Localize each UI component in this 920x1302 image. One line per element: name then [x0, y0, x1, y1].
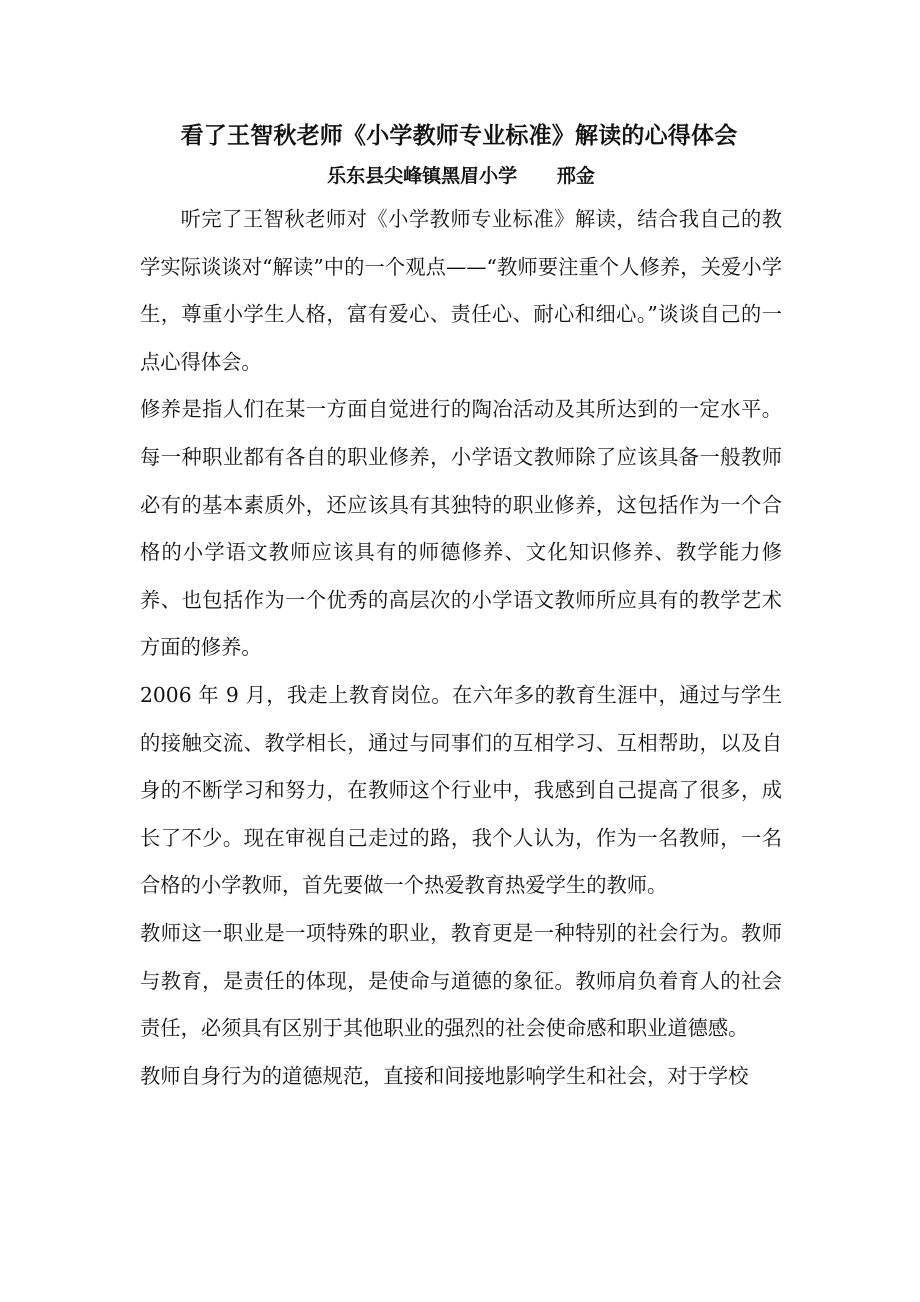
paragraph-cultivation: 修养是指人们在某一方面自觉进行的陶冶活动及其所达到的一定水平。每一种职业都有各自的职业修养，小学语文教师除了应该具备一般教师必有的基本素质外，还应该具有其独特的职业修养，这包括作为一个合格的小学语文教师应该具有的师德修养、文化知识修养、教学能力修养、也包括作为一个优秀的高层次的小学语文教师所应具有的教学艺术方面的修养。	[140, 397, 782, 660]
document-body	[140, 196, 782, 1100]
paragraph-intro: 听完了王智秋老师对《小学教师专业标准》解读，结合我自己的教学实际谈谈对“解读”中的一个观点——“教师要注重个人修养，关爱小学生，尊重小学生人格，富有爱心、责任心、耐心和细心。”谈谈自己的一点心得体会。	[140, 207, 782, 374]
document-page	[140, 116, 782, 1100]
document-title: 看了王智秋老师《小学教师专业标准》解读的心得体会	[180, 123, 738, 149]
paragraph-conduct: 教师自身行为的道德规范，直接和间接地影响学生和社会，对于学校	[140, 1063, 749, 1088]
paragraph-profession: 教师这一职业是一项特殊的职业，教育更是一种特别的社会行为。教师与教育，是责任的体现，是使命与道德的象征。教师肩负着育人的社会责任，必须具有区别于其他职业的强烈的社会使命感和职业道德感。	[140, 920, 782, 1041]
author-byline: 乐东县尖峰镇黑眉小学 邢金	[327, 165, 595, 187]
paragraph-career: 2006 年 9 月，我走上教育岗位。在六年多的教育生涯中，通过与学生的接触交流、教学相长，通过与同事们的互相学习、互相帮助，以及自身的不断学习和努力，在教师这个行业中，我感到自己提高了很多，成长了不少。现在审视自己走过的路，我个人认为，作为一名教师，一名合格的小学教师，首先要做一个热爱教育热爱学生的教师。	[140, 682, 782, 898]
